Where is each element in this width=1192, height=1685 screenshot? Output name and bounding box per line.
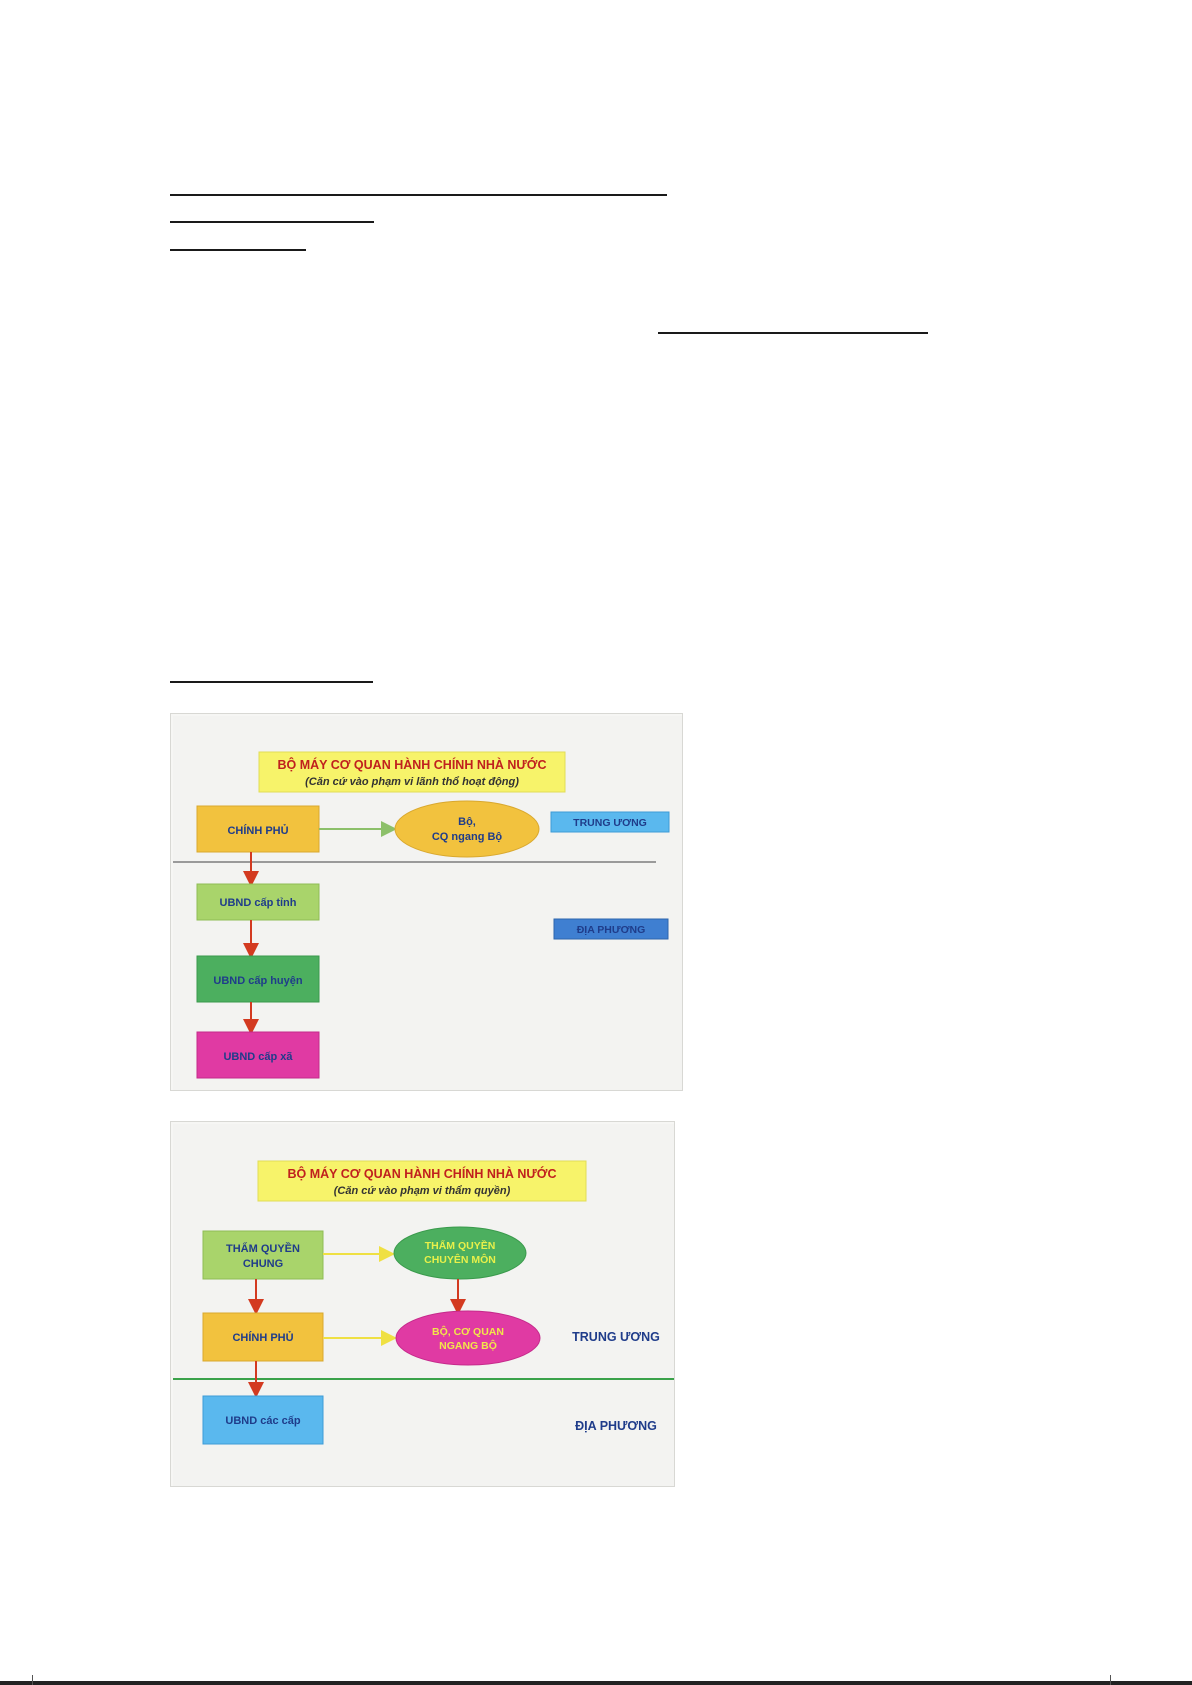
tham-quyen-chuyen-mon-line2: CHUYÊN MÔN [424, 1254, 496, 1266]
ubnd-huyen-label: UBND cấp huyện [213, 975, 303, 987]
redacted-link-line [658, 332, 928, 334]
ubnd-tinh-label: UBND cấp tỉnh [219, 897, 297, 909]
redacted-heading-line-1 [170, 194, 667, 196]
bo-label-line1: Bộ, [458, 816, 476, 828]
tham-quyen-chuyen-mon-ellipse [394, 1227, 526, 1279]
page-bottom-border [0, 1681, 1192, 1685]
bo-co-quan-ngang-bo-ellipse [396, 1311, 540, 1365]
diagram-territorial-scope [170, 713, 683, 1091]
dia-phuong-label: ĐỊA PHƯƠNG [575, 1419, 657, 1433]
trung-uong-label: TRUNG ƯƠNG [573, 817, 647, 829]
bo-label-line2: CQ ngang Bộ [431, 831, 503, 843]
page-bottom-tick-left [32, 1675, 33, 1685]
diagram-title: BỘ MÁY CƠ QUAN HÀNH CHÍNH NHÀ NƯỚC [277, 758, 547, 772]
diagram-subtitle: (Căn cứ vào phạm vi thẩm quyền) [333, 1185, 511, 1197]
tham-quyen-chuyen-mon-line1: THẨM QUYỀN [424, 1240, 496, 1252]
tham-quyen-chung-line1: THẨM QUYỀN [226, 1243, 300, 1255]
bo-line2: NGANG BỘ [439, 1340, 497, 1352]
ubnd-xa-label: UBND cấp xã [223, 1051, 293, 1063]
tham-quyen-chung-box [203, 1231, 323, 1279]
tham-quyen-chung-line2: CHUNG [242, 1258, 284, 1270]
redacted-heading-line-2 [170, 221, 374, 223]
diagram-authority-scope [170, 1121, 675, 1487]
redacted-heading-line-3 [170, 249, 306, 251]
redacted-section-line [170, 681, 373, 683]
diagram-title: BỘ MÁY CƠ QUAN HÀNH CHÍNH NHÀ NƯỚC [287, 1167, 557, 1181]
bo-line1: BỘ, CƠ QUAN [432, 1326, 504, 1338]
ubnd-cac-cap-label: UBND các cấp [225, 1415, 301, 1427]
dia-phuong-label: ĐỊA PHƯƠNG [576, 924, 646, 936]
chinh-phu-label: CHÍNH PHỦ [227, 825, 289, 837]
bo-ellipse [395, 801, 539, 857]
diagram-subtitle: (Căn cứ vào phạm vi lãnh thổ hoạt động) [305, 776, 519, 788]
page-bottom-tick-right [1110, 1675, 1111, 1685]
trung-uong-label: TRUNG ƯƠNG [572, 1330, 660, 1344]
chinh-phu-label: CHÍNH PHỦ [232, 1332, 294, 1344]
